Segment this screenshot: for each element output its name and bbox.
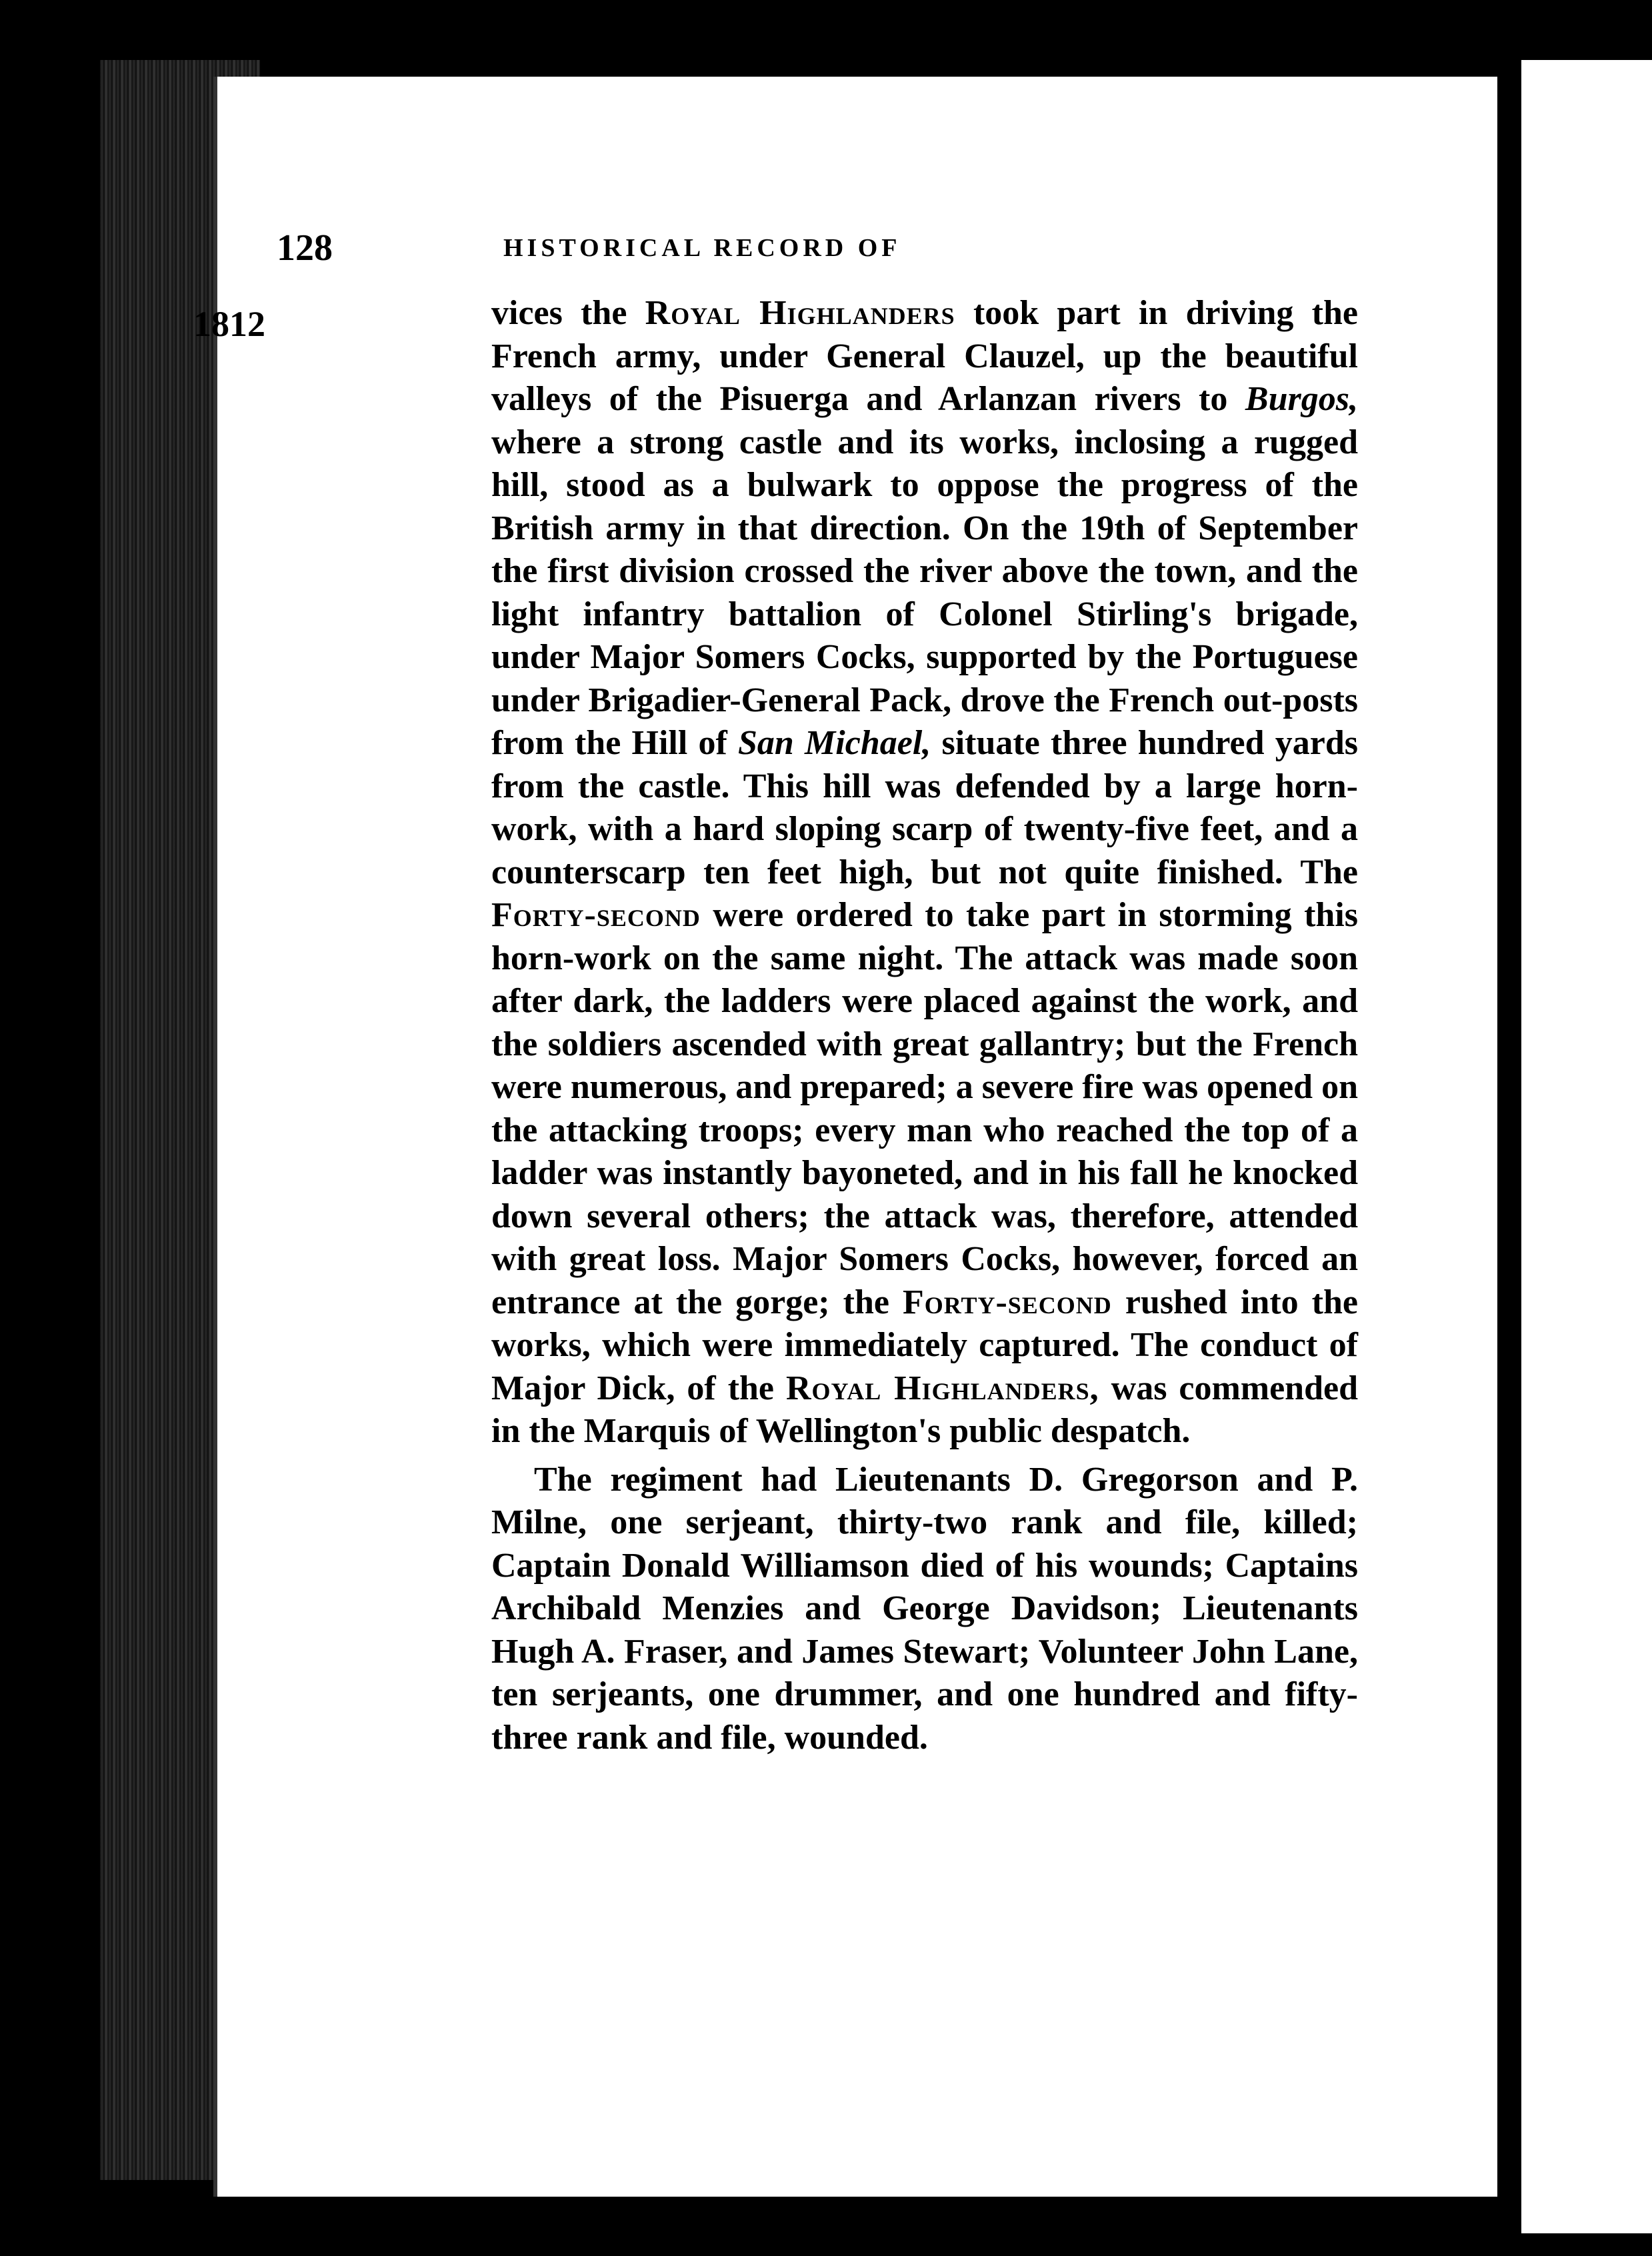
body-text <box>491 292 1358 1759</box>
text-run: vices the <box>491 294 645 332</box>
text-run: took part in driving the French army, under General Clauzel, up the beautiful valleys of the Pisuerga and Arlanzan rivers to <box>491 294 1358 418</box>
place-name: San Michael, <box>738 724 931 762</box>
regiment-name: Royal Highlanders, <box>785 1369 1099 1407</box>
margin-year: 1812 <box>193 304 265 344</box>
paragraph-2: The regiment had Lieutenants D. Gregorson and P. Milne, one serjeant, thirty-two rank and file, killed; Captain Donald Williamson died of his wounds; Captains Archibald Menzies and George Davidson; Lieutenants Hugh A. Fraser, and James Stewart; Volunteer John Lane, ten serjeants, one drummer, and one hundred and fifty-three rank and file, wounded. <box>491 1460 1358 1757</box>
running-head: HISTORICAL RECORD OF <box>503 234 901 262</box>
regiment-name: Royal Highlanders <box>645 294 955 332</box>
page-header <box>0 153 1652 269</box>
text-run: situate three hundred yards from the castle. This hill was defended by a large horn-work, with a hard sloping scarp of twenty-five feet, and a counterscarp ten feet high, but not quite finished. The <box>491 724 1358 891</box>
paragraph-1 <box>491 292 1358 1453</box>
text-run: rushed into the works, which were immediately captured. The conduct of Major Dick, of the <box>491 1283 1358 1407</box>
text-run: were ordered to take part in storming this horn-work on the same night. The attack was made soon after dark, the ladders were placed against the work, and the soldiers ascended with great gallantry; but the French were numerous, and prepared; a severe fire was opened on the attacking troops; every man who reached the top of a ladder was instantly bayoneted, and in his fall he knocked down several others; the attack was, therefore, attended with great loss. Major Somers Cocks, however, forced an entrance at the gorge; the <box>491 896 1358 1321</box>
text-run: was commended in the Marquis of Wellington's public despatch. <box>491 1369 1359 1450</box>
place-name: Burgos, <box>1245 380 1358 418</box>
facing-page-edge <box>1507 60 1652 2233</box>
page-number: 128 <box>277 227 333 269</box>
text-run: where a strong castle and its works, inclosing a rugged hill, stood as a bulwark to oppose the progress of the British army in that direction. On the 19th of September the first division crossed the river above the town, and the light infantry battalion of Colonel Stirling's brigade, under Major Somers Cocks, supported by the Portuguese under Brigadier-General Pack, drove the French out-posts from the Hill of <box>491 423 1358 762</box>
regiment-name: Forty-second <box>902 1283 1112 1321</box>
regiment-name: Forty-second <box>491 896 701 934</box>
